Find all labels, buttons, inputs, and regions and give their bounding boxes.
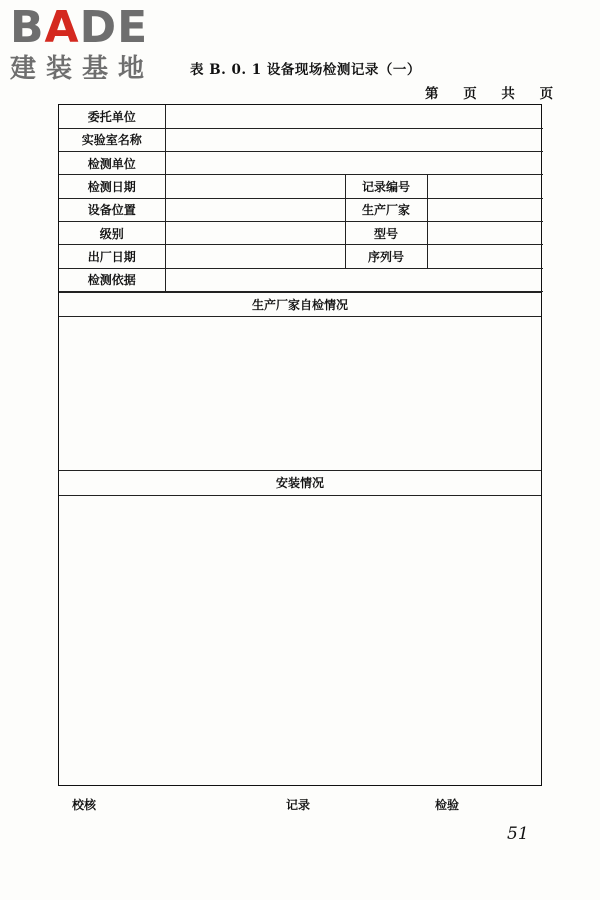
record-label: 记录 (286, 798, 311, 812)
table-row (59, 152, 543, 175)
record-no-value[interactable] (427, 175, 543, 198)
location-value[interactable] (165, 198, 345, 221)
self-check-heading: 生产厂家自检情况 (59, 292, 541, 317)
page-number: 51 (507, 824, 529, 844)
bade-logo (10, 4, 148, 52)
manufacturer-value[interactable] (427, 198, 543, 221)
self-check-area[interactable] (59, 317, 541, 471)
page-counter: 第 页 共 页 (425, 86, 564, 102)
model-label: 型号 (345, 221, 427, 244)
table-row (59, 198, 543, 221)
logo-subtitle: 建装基地 (10, 54, 155, 84)
table-row (59, 105, 543, 128)
test-date-label: 检测日期 (59, 175, 165, 198)
serial-no-label: 序列号 (345, 245, 427, 268)
factory-date-value[interactable] (165, 245, 345, 268)
grade-label: 级别 (59, 221, 165, 244)
lab-label: 实验室名称 (59, 128, 165, 151)
factory-date-label: 出厂日期 (59, 245, 165, 268)
info-table (59, 105, 543, 292)
table-row (59, 128, 543, 151)
table-row (59, 268, 543, 291)
basis-label: 检测依据 (59, 268, 165, 291)
model-value[interactable] (427, 221, 543, 244)
client-value[interactable] (165, 105, 543, 128)
logo-a: A (44, 2, 80, 53)
logo-de: DE (79, 2, 149, 53)
table-row (59, 221, 543, 244)
logo-b: B (10, 2, 45, 53)
proofread-label: 校核 (72, 798, 97, 812)
form-title: 表 B. 0. 1 设备现场检测记录（一） (190, 62, 421, 78)
basis-value[interactable] (165, 268, 543, 291)
inspect-label: 检验 (435, 798, 460, 812)
lab-value[interactable] (165, 128, 543, 151)
manufacturer-label: 生产厂家 (345, 198, 427, 221)
record-no-label: 记录编号 (345, 175, 427, 198)
client-label: 委托单位 (59, 105, 165, 128)
grade-value[interactable] (165, 221, 345, 244)
table-row (59, 175, 543, 198)
installation-area[interactable] (59, 496, 541, 768)
installation-heading: 安装情况 (59, 471, 541, 496)
inspection-form (58, 104, 542, 786)
test-date-value[interactable] (165, 175, 345, 198)
table-row (59, 245, 543, 268)
testing-unit-label: 检测单位 (59, 152, 165, 175)
testing-unit-value[interactable] (165, 152, 543, 175)
location-label: 设备位置 (59, 198, 165, 221)
serial-no-value[interactable] (427, 245, 543, 268)
